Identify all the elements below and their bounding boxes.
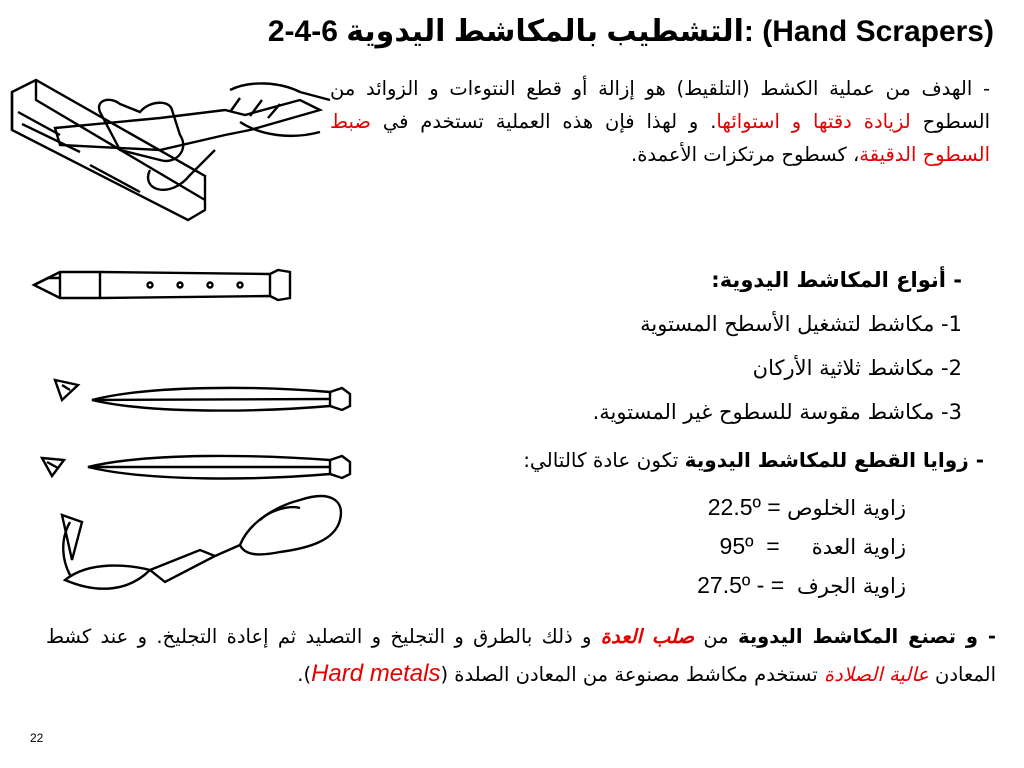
intro-paragraph [330, 72, 990, 171]
angle-value: 22.5º [707, 494, 761, 520]
manufacture-text-2: و ذلك بالطرق و التجليخ و التصليد ثم إعادة التجليخ. و عند كشط المعادن [46, 625, 996, 686]
angles-heading [364, 448, 984, 472]
angle-row-clearance [526, 488, 906, 527]
manufacture-text-1: من [694, 625, 739, 648]
angle-sep: = [753, 533, 812, 559]
type-item-triangular: 2- مكاشط ثلاثية الأركان [752, 356, 962, 380]
angle-row-tool [526, 527, 906, 566]
manufacture-text-4: ). [297, 663, 312, 686]
intro-text-1: - الهدف من عملية الكشط (التلقيط) هو إزالة أو قطع النتوءات و الزوائد من السطوح [330, 77, 990, 133]
angles-list [526, 488, 906, 605]
curved-scraper-illustration [62, 496, 341, 589]
flat-scraper-illustration [34, 270, 290, 300]
manufacture-paragraph [46, 618, 996, 693]
scraper-illustrations [0, 0, 360, 620]
angle-label: زاوية الخلوص [787, 496, 906, 520]
manufacture-text-3: تستخدم مكاشط مصنوعة من المعادن الصلدة ( [440, 663, 824, 686]
intro-text-2: . و لهذا فإن هذه العملية تستخدم في [370, 110, 717, 133]
scraper-types-list [462, 258, 962, 434]
triangular-scraper-illustration [55, 380, 350, 411]
triangular-scraper-2-illustration [42, 456, 350, 479]
page-title: 2-4-6 التشطيب بالمكاشط اليدوية: (Hand Scrapers) [267, 15, 994, 48]
angles-heading-bold: - زوايا القطع للمكاشط اليدوية [684, 448, 984, 472]
angle-row-rake [526, 566, 906, 605]
manufacture-highlight-hard-metals: Hard metals [311, 660, 441, 687]
angle-value: 27.5º [697, 572, 751, 598]
intro-text-3: ، كسطوح مرتكزات الأعمدة. [631, 143, 860, 166]
angle-label: زاوية الجرف [796, 574, 906, 598]
manufacture-highlight-hardness: عالية الصلادة [823, 663, 929, 686]
hand-scraping-illustration [12, 80, 330, 220]
angle-value: 95º [719, 533, 754, 559]
types-heading: - أنواع المكاشط اليدوية: [711, 268, 962, 292]
manufacture-highlight-tool-steel: صلب العدة [600, 625, 695, 648]
angle-label: زاوية العدة [811, 535, 906, 559]
type-item-flat: 1- مكاشط لتشغيل الأسطح المستوية [640, 312, 962, 336]
type-item-curved: 3- مكاشط مقوسة للسطوح غير المستوية. [592, 400, 962, 424]
angle-sep: = [760, 494, 788, 520]
page-number: 22 [30, 731, 44, 745]
intro-highlight-precision: ضبط السطوح الدقيقة [330, 110, 990, 166]
intro-highlight-accuracy: لزيادة دقتها و استوائها [716, 110, 911, 133]
manufacture-lead: - و تصنع المكاشط اليدوية [738, 625, 997, 648]
angles-heading-rest: تكون عادة كالتالي: [523, 448, 685, 472]
angle-sep: = - [750, 572, 797, 598]
